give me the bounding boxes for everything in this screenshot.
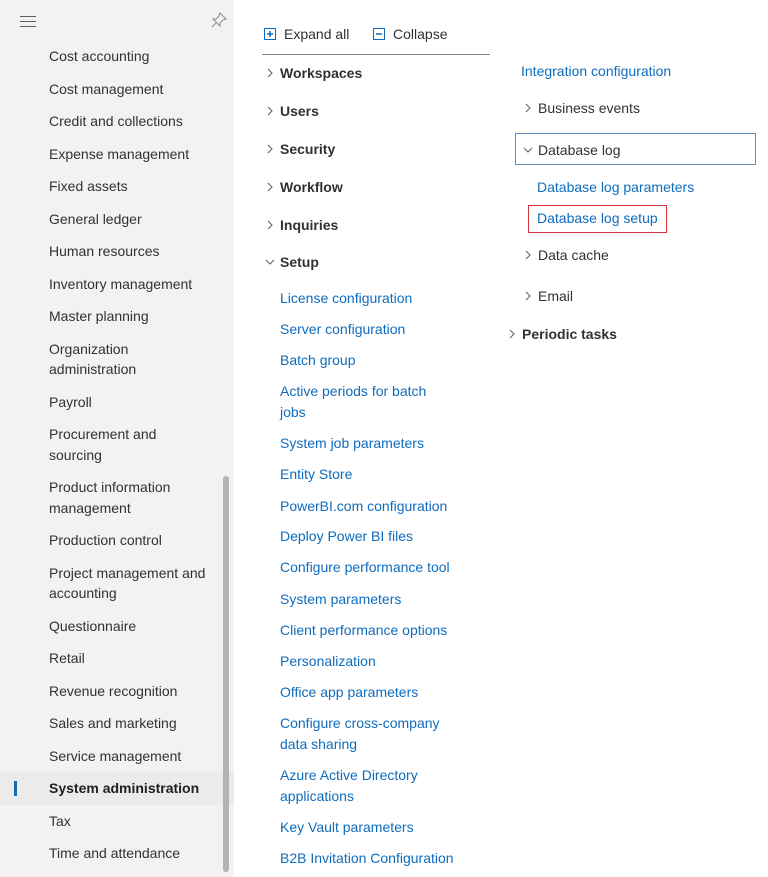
- nav-item[interactable]: General ledger: [49, 210, 142, 227]
- nav-item[interactable]: Payroll: [49, 393, 92, 410]
- nav-item[interactable]: Revenue recognition: [49, 682, 178, 699]
- collapse-label: Collapse: [393, 26, 448, 42]
- chevron-right-icon: [264, 67, 276, 79]
- integration-configuration-link[interactable]: Integration configuration: [521, 63, 672, 79]
- setup-link[interactable]: Azure Active Directory applications: [280, 767, 418, 804]
- setup-link[interactable]: Office app parameters: [280, 684, 419, 700]
- setup-link[interactable]: Key Vault parameters: [280, 819, 414, 835]
- section-label: Periodic tasks: [522, 326, 617, 342]
- chevron-down-icon: [522, 144, 534, 156]
- section-inquiries[interactable]: [264, 217, 338, 233]
- nav-item[interactable]: Cost accounting: [49, 48, 150, 64]
- nav-item[interactable]: Procurement and sourcing: [49, 426, 157, 463]
- setup-link[interactable]: Configure performance tool: [280, 559, 450, 575]
- nav-item[interactable]: Questionnaire: [49, 617, 137, 634]
- section-workflow[interactable]: [264, 179, 343, 195]
- setup-link[interactable]: System job parameters: [280, 435, 424, 451]
- chevron-right-icon: [264, 143, 276, 155]
- chevron-right-icon: [264, 105, 276, 117]
- chevron-right-icon: [522, 102, 534, 114]
- email-label: Email: [538, 288, 574, 304]
- chevron-right-icon: [506, 328, 518, 340]
- setup-link[interactable]: Server configuration: [280, 321, 406, 337]
- section-label: Workflow: [280, 179, 343, 195]
- nav-item[interactable]: Fixed assets: [49, 178, 128, 194]
- navigation-pane: [0, 0, 234, 877]
- business-events-label: Business events: [538, 100, 640, 116]
- nav-item[interactable]: Organization administration: [49, 340, 137, 377]
- nav-item[interactable]: Retail: [49, 650, 85, 666]
- database-log-setup-link[interactable]: Database log setup: [537, 210, 658, 226]
- database-log-item[interactable]: [522, 142, 621, 158]
- expand-icon: [264, 28, 276, 40]
- nav-item[interactable]: Sales and marketing: [49, 715, 177, 731]
- setup-link[interactable]: Configure cross-company data sharing: [280, 715, 440, 752]
- setup-link[interactable]: Entity Store: [280, 466, 353, 482]
- section-users[interactable]: [264, 103, 319, 119]
- section-label: Security: [280, 141, 336, 157]
- email-item[interactable]: [522, 288, 573, 304]
- setup-link[interactable]: Deploy Power BI files: [280, 528, 414, 544]
- setup-link[interactable]: B2B Invitation Configuration: [280, 850, 454, 866]
- expand-all-label: Expand all: [284, 26, 350, 42]
- module-list: [0, 40, 234, 870]
- data-cache-label: Data cache: [538, 247, 609, 263]
- setup-link[interactable]: Batch group: [280, 352, 356, 368]
- section-label: Users: [280, 103, 319, 119]
- database-log-parameters-link[interactable]: Database log parameters: [537, 179, 695, 195]
- section-periodic-tasks[interactable]: [506, 326, 617, 342]
- pin-icon[interactable]: [211, 12, 227, 28]
- expand-all-button[interactable]: [264, 26, 349, 42]
- chevron-down-icon: [264, 256, 276, 268]
- database-log-label: Database log: [538, 142, 621, 158]
- chevron-right-icon: [522, 249, 534, 261]
- nav-item[interactable]: Project management and accounting: [49, 564, 206, 601]
- section-setup[interactable]: [264, 254, 319, 270]
- nav-item[interactable]: Expense management: [49, 145, 190, 162]
- chevron-right-icon: [264, 219, 276, 231]
- section-workspaces[interactable]: [264, 65, 362, 81]
- nav-item[interactable]: Production control: [49, 532, 162, 548]
- nav-item[interactable]: Product information management: [49, 479, 171, 516]
- setup-link[interactable]: System parameters: [280, 591, 402, 607]
- nav-item[interactable]: Inventory management: [49, 275, 193, 292]
- chevron-right-icon: [264, 181, 276, 193]
- nav-item[interactable]: Credit and collections: [49, 113, 183, 129]
- nav-item[interactable]: Service management: [49, 747, 182, 764]
- section-label: Setup: [280, 254, 319, 270]
- collapse-button[interactable]: [373, 26, 447, 42]
- setup-link[interactable]: PowerBI.com configuration: [280, 498, 448, 514]
- nav-item[interactable]: System administration: [0, 772, 234, 805]
- section-label: Inquiries: [280, 217, 339, 233]
- business-events-item[interactable]: [522, 100, 640, 116]
- nav-item[interactable]: Human resources: [49, 243, 160, 259]
- nav-scrollbar[interactable]: [223, 476, 229, 872]
- toolbar: [262, 22, 490, 55]
- setup-link[interactable]: License configuration: [280, 290, 413, 306]
- section-label: Workspaces: [280, 65, 363, 81]
- chevron-right-icon: [522, 290, 534, 302]
- nav-item[interactable]: Tax: [49, 812, 71, 829]
- data-cache-item[interactable]: [522, 247, 609, 263]
- collapse-icon: [373, 28, 385, 40]
- setup-link[interactable]: Active periods for batch jobs: [280, 383, 427, 420]
- nav-item[interactable]: Cost management: [49, 80, 164, 97]
- hamburger-menu-icon[interactable]: [20, 16, 36, 28]
- nav-item[interactable]: Master planning: [49, 308, 149, 324]
- setup-link[interactable]: Client performance options: [280, 622, 448, 638]
- nav-item[interactable]: Time and attendance: [49, 845, 181, 861]
- setup-link[interactable]: Personalization: [280, 653, 376, 669]
- section-security[interactable]: [264, 141, 335, 157]
